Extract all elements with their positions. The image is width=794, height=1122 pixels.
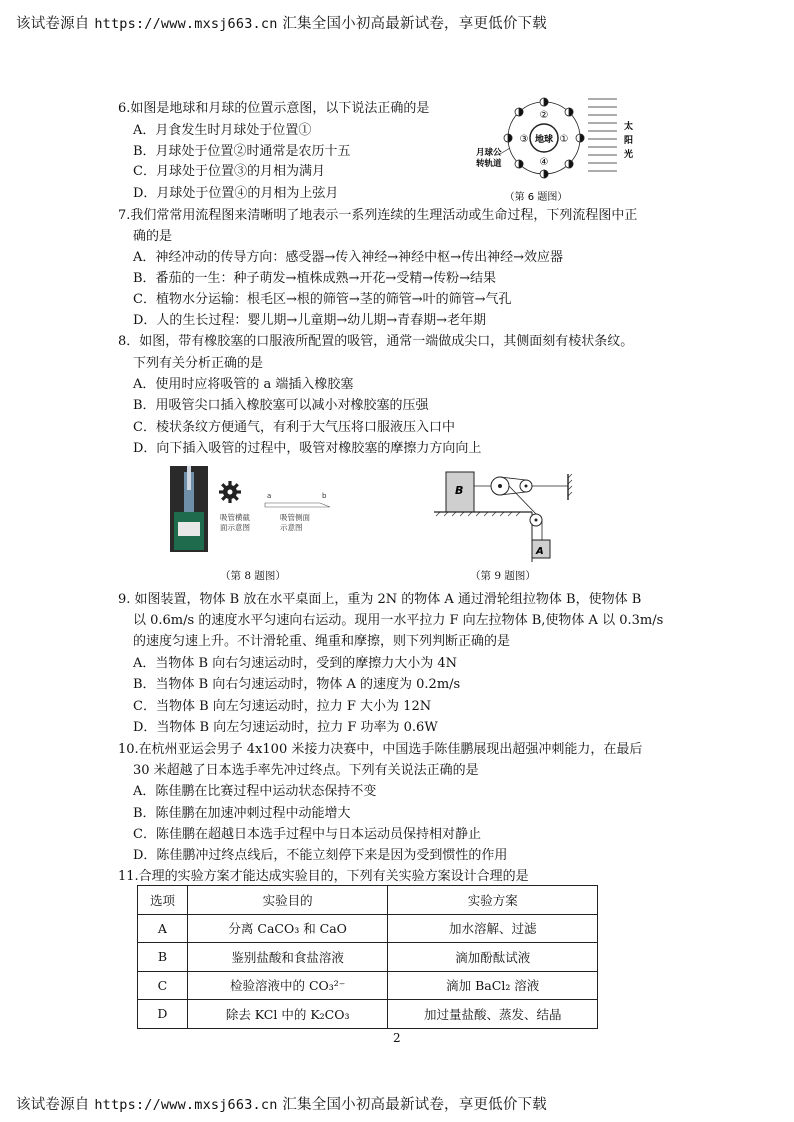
orbit-label-1: 月球公 [476, 148, 502, 158]
q6-option-a: A．月食发生时月球处于位置① [133, 123, 312, 138]
q6-option-b: B．月球处于位置②时通常是农历十五 [133, 144, 351, 159]
q10-stem-line-2: 30 米超越了日本选手率先冲过终点。下列有关说法正确的是 [133, 763, 479, 778]
q10-option-c: C．陈佳鹏在超越日本选手过程中与日本运动员保持相对静止 [133, 827, 481, 842]
q6-option-c: C．月球处于位置③的月相为满月 [133, 164, 325, 179]
q7-option-b: B．番茄的一生：种子萌发→植株成熟→开花→受精→传粉→结果 [133, 271, 497, 286]
row-plan: 滴加 BaCl₂ 溶液 [388, 971, 598, 1000]
q10-stem-line-1: 10.在杭州亚运会男子 4x100 米接力决赛中，中国选手陈佳鹏展现出超强冲刺能力，在最后 [118, 742, 643, 757]
straw-side-view [265, 503, 330, 507]
q9-option-d: D．当物体 B 向左匀速运动时，拉力 F 功率为 0.6W [133, 720, 438, 735]
row-plan: 加水溶解、过滤 [388, 914, 598, 943]
table-row [138, 971, 598, 1000]
q6-earth-moon-diagram [474, 93, 644, 205]
cross-section-label-1: 吸管横截 [220, 513, 250, 522]
source-banner-top [16, 12, 547, 33]
q8-stem-line-2: 下列有关分析正确的是 [133, 356, 264, 371]
table-header-row [138, 886, 598, 915]
position-1-label: ① [559, 134, 569, 145]
q9-figure-caption: （第 9 题图） [470, 570, 536, 582]
q10-option-d: D．陈佳鹏冲过终点线后，不能立刻停下来是因为受到惯性的作用 [133, 848, 508, 863]
row-goal: 分离 CaCO₃ 和 CaO [187, 914, 388, 943]
q7-stem-line-1: 7.我们常常用流程图来清晰明了地表示一系列连续的生理活动或生命过程，下列流程图中正 [118, 208, 638, 223]
q10-option-b: B．陈佳鹏在加速冲刺过程中动能增大 [133, 806, 351, 821]
q8-option-c: C．棱状条纹方便通气，有利于大气压将口服液压入口中 [133, 420, 455, 435]
straw-end-a-label: a [267, 492, 272, 500]
q9-stem-line-3: 的速度匀速上升。不计滑轮重、绳重和摩擦，则下列判断正确的是 [133, 634, 511, 649]
table-row [138, 943, 598, 972]
table-row [138, 914, 598, 943]
q9-pulley-figure [432, 466, 574, 562]
banner-suffix: 汇集全国小初高最新试卷，享更低价下载 [282, 1097, 547, 1113]
sun-label-3: 光 [624, 150, 634, 160]
straw-cross-section-icon [219, 481, 241, 503]
cross-section-label-2: 面示意图 [220, 523, 250, 532]
q7-option-a: A．神经冲动的传导方向：感受器→传入神经→神经中枢→传出神经→效应器 [133, 250, 563, 265]
row-option: B [138, 943, 188, 972]
q6-figure-caption: （第 6 题图） [504, 192, 568, 203]
q9-option-b: B．当物体 B 向右匀速运动时，物体 A 的速度为 0.2m/s [133, 677, 461, 692]
q9-stem-line-2: 以 0.6m/s 的速度水平匀速向右运动。现用一水平拉力 F 向左拉物体 B,使物体 A 以 0.3m/s [133, 613, 664, 628]
q9-option-c: C．当物体 B 向左匀速运动时，拉力 F 大小为 12N [133, 699, 432, 714]
page-number: 2 [393, 1031, 401, 1045]
table-row [138, 1000, 598, 1029]
row-plan: 滴加酚酞试液 [388, 943, 598, 972]
q8-straw-figure [170, 466, 350, 556]
position-4-label: ④ [539, 157, 549, 168]
q9-option-a: A．当物体 B 向右匀速运动时，受到的摩擦力大小为 4N [133, 656, 457, 671]
bottle-label [178, 522, 200, 536]
source-banner-bottom [16, 1093, 547, 1114]
q7-option-d: D．人的生长过程：婴儿期→儿童期→幼儿期→青春期→老年期 [133, 313, 486, 328]
row-goal: 除去 KCl 中的 K₂CO₃ [187, 1000, 388, 1029]
banner-suffix: 汇集全国小初高最新试卷，享更低价下载 [282, 16, 547, 32]
header-goal: 实验目的 [187, 886, 388, 915]
q8-option-a: A．使用时应将吸管的 a 端插入橡胶塞 [133, 377, 354, 392]
sun-label-2: 阳 [624, 136, 634, 146]
q7-stem-line-2: 确的是 [133, 229, 173, 244]
q8-stem-line-1: 8．如图，带有橡胶塞的口服液所配置的吸管，通常一端做成尖口，其侧面刻有棱状条纹。 [118, 334, 634, 349]
q9-stem-line-1: 9. 如图装置，物体 B 放在水平桌面上，重为 2N 的物体 A 通过滑轮组拉物体 B，使物体 B [118, 592, 642, 607]
banner-prefix: 该试卷源自 [16, 1097, 90, 1113]
q8-option-d: D．向下插入吸管的过程中，吸管对橡胶塞的摩擦力方向向上 [133, 441, 482, 456]
q10-option-a: A．陈佳鹏在比赛过程中运动状态保持不变 [133, 784, 377, 799]
q7-option-c: C．植物水分运输：根毛区→根的筛管→茎的筛管→叶的筛管→气孔 [133, 292, 512, 307]
position-3-label: ③ [519, 134, 529, 145]
banner-url[interactable]: https://www.mxsj663.cn [94, 1097, 278, 1113]
header-option: 选项 [138, 886, 188, 915]
bottle-straw [187, 466, 191, 490]
block-a-label: A [536, 546, 544, 557]
q8-option-b: B．用吸管尖口插入橡胶塞可以减小对橡胶塞的压强 [133, 398, 429, 413]
position-2-label: ② [539, 110, 549, 121]
q11-stem: 11.合理的实验方案才能达成实验目的，下列有关实验方案设计合理的是 [118, 869, 529, 884]
row-goal: 鉴别盐酸和食盐溶液 [187, 943, 388, 972]
q11-experiment-table [137, 885, 598, 1029]
banner-url[interactable]: https://www.mxsj663.cn [94, 16, 278, 32]
header-plan: 实验方案 [388, 886, 598, 915]
straw-end-b-label: b [322, 492, 327, 500]
side-view-label-2: 示意图 [280, 523, 303, 532]
earth-label: 地球 [534, 135, 554, 145]
row-option: A [138, 914, 188, 943]
banner-prefix: 该试卷源自 [16, 16, 90, 32]
block-b-label: B [455, 484, 464, 497]
q8-figure-caption: （第 8 题图） [220, 570, 286, 582]
q6-stem: 6.如图是地球和月球的位置示意图，以下说法正确的是 [118, 101, 430, 116]
orbit-label-2: 转轨道 [476, 159, 502, 169]
row-option: C [138, 971, 188, 1000]
row-plan: 加过量盐酸、蒸发、结晶 [388, 1000, 598, 1029]
q6-option-d: D．月球处于位置④的月相为上弦月 [133, 186, 339, 201]
sun-label-1: 太 [624, 122, 634, 132]
row-goal: 检验溶液中的 CO₃²⁻ [187, 971, 388, 1000]
row-option: D [138, 1000, 188, 1029]
sunlight-arrows [588, 99, 617, 171]
side-view-label-1: 吸管侧面 [280, 513, 310, 522]
